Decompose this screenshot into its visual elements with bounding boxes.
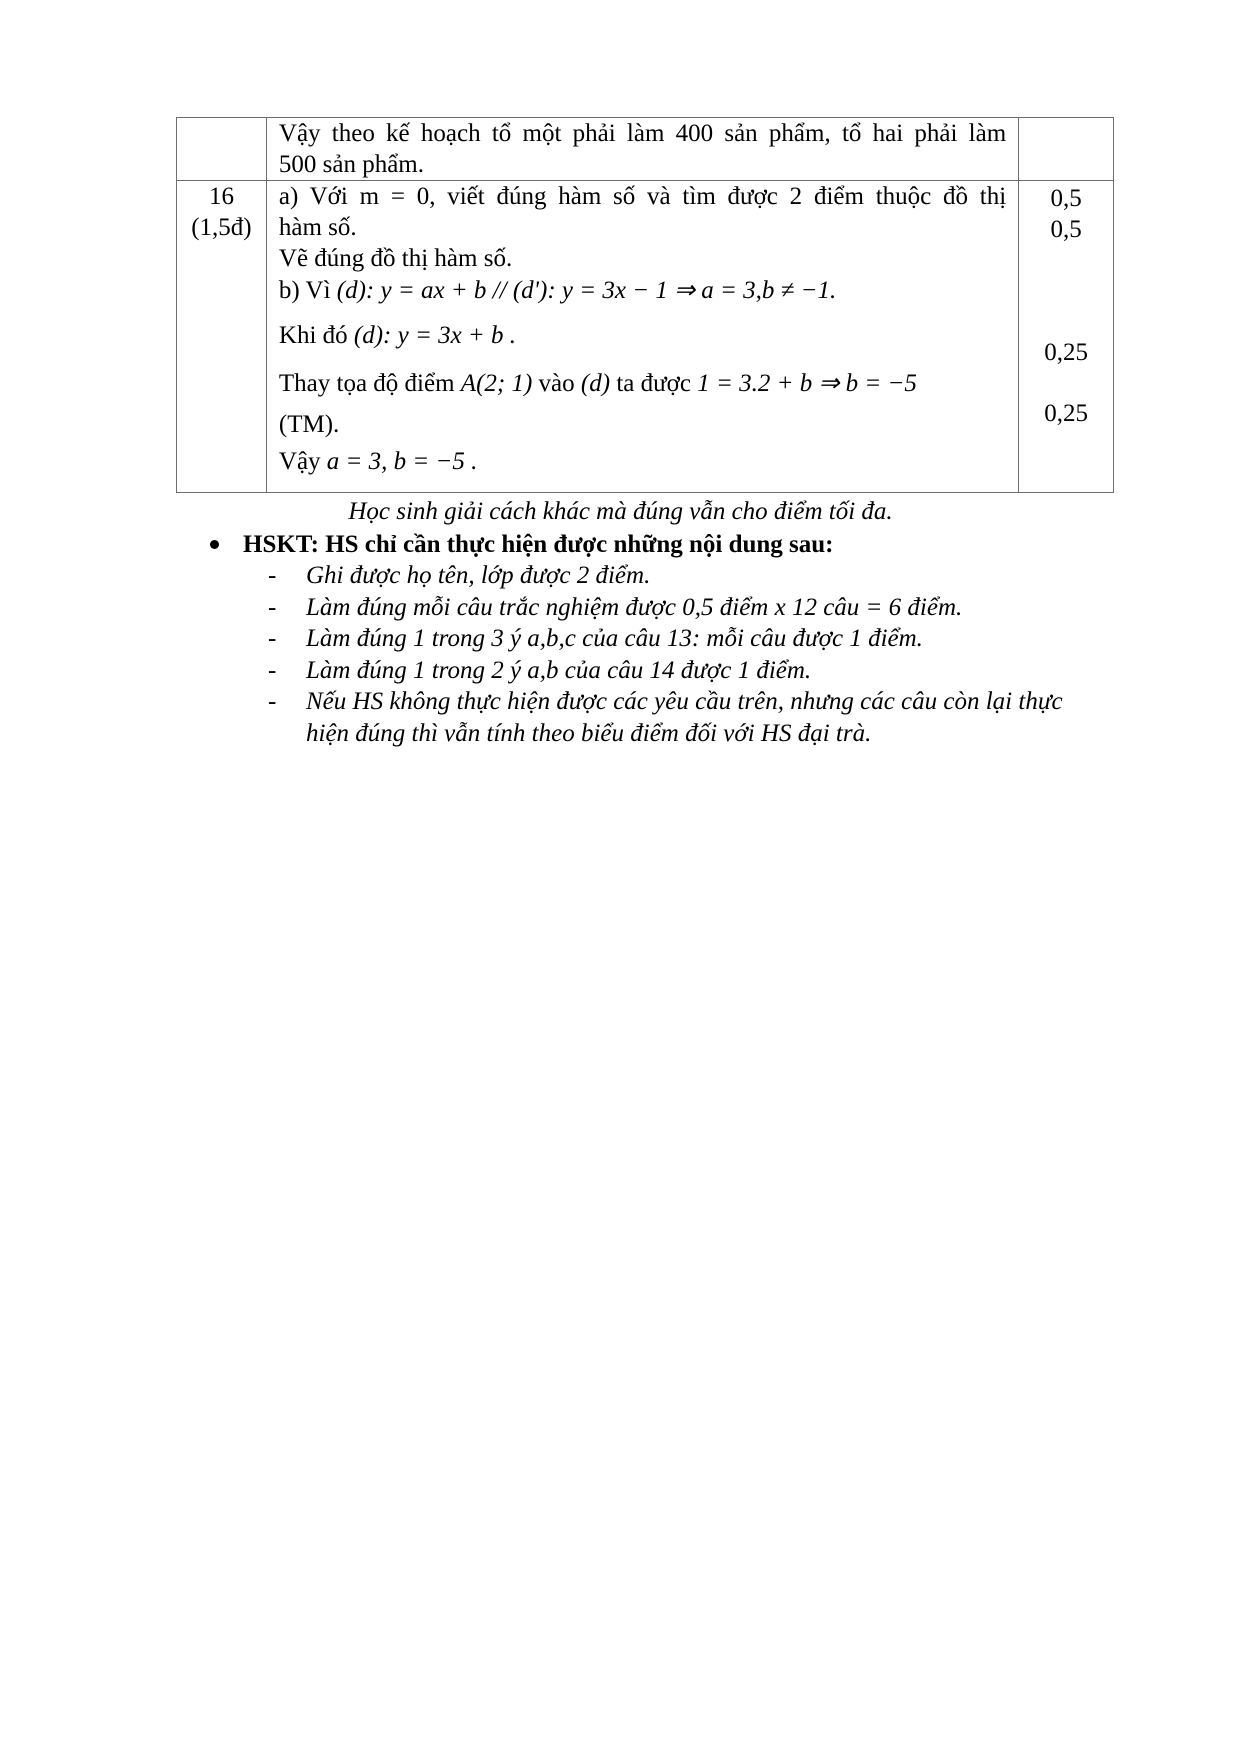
text-fragment: Khi đó (278, 322, 348, 349)
score-value: 0,5 (1050, 216, 1082, 243)
list-item-text: Làm đúng 1 trong 3 ý a,b,c của câu 13: mỗi câu được 1 điểm. (306, 625, 923, 652)
grading-note: Học sinh giải cách khác mà đúng vẫn cho điểm tối đa. (348, 498, 893, 525)
answer-cell (266, 181, 1018, 493)
dash-icon: - (268, 625, 277, 652)
answer-line: 500 sản phẩm. (278, 151, 425, 178)
text-fragment: Vậy (278, 448, 321, 475)
score-cell (1019, 118, 1114, 181)
math-expression: : y = ax + b // (d'): y = 3x − 1 ⇒ a = 3,b ≠ −1. (365, 277, 837, 304)
text-fragment: b) Vì (278, 277, 331, 304)
point-a: A(2; 1) (460, 370, 533, 397)
list-item-text: Nếu HS không thực hiện được các yêu cầu trên, nhưng các câu còn lại thực hiện đúng thì vẫn tính theo biểu điểm đối với HS đại trà. (306, 688, 1063, 747)
text-fragment: Thay tọa độ điểm (278, 370, 455, 397)
score-value: 0,25 (1044, 339, 1088, 366)
hskt-heading-text: HSKT: HS chỉ cần thực hiện được những nội dung sau: (243, 531, 834, 558)
question-number: 16 (208, 183, 234, 210)
d-symbol: (d) (580, 370, 611, 397)
text-fragment: ta được (616, 370, 691, 397)
math-expression: a = 3, b = −5 . (326, 448, 478, 475)
list-item (268, 655, 1098, 687)
table-row (177, 118, 1114, 181)
d-symbol: (d) (353, 322, 384, 349)
math-expression: 1 = 3.2 + b ⇒ b = −5 (697, 370, 917, 397)
question-cell (177, 181, 267, 493)
list-item (268, 686, 1098, 749)
score-value: 0,25 (1044, 400, 1088, 427)
dash-icon: - (268, 688, 277, 715)
answer-line: Vẽ đúng đồ thị hàm số. (278, 245, 513, 272)
list-item (268, 592, 1098, 624)
dash-icon: - (268, 593, 277, 621)
answer-line (279, 274, 1006, 308)
answer-cell (266, 118, 1018, 181)
answer-line: Vậy theo kế hoạch tổ một phải làm 400 sản phẩm, tổ hai phải làm (278, 120, 1007, 147)
answer-line (279, 362, 1006, 406)
dash-icon: - (268, 656, 277, 684)
list-item (268, 560, 1098, 592)
answer-line: a) Với m = 0, viết đúng hàm số và tìm được 2 điểm thuộc đồ thị (278, 183, 1007, 210)
list-item (268, 623, 1098, 655)
bullet-icon (210, 540, 219, 549)
list-item-text: Làm đúng mỗi câu trắc nghiệm được 0,5 điểm x 12 câu = 6 điểm. (306, 593, 963, 621)
answer-line: hàm số. (278, 214, 357, 241)
list-item-text: Ghi được họ tên, lớp được 2 điểm. (306, 562, 651, 589)
hskt-heading (210, 531, 834, 559)
answer-line: (TM). (278, 411, 340, 438)
answer-line (279, 314, 1006, 358)
grading-table (176, 117, 1114, 493)
answer-line (279, 444, 1006, 480)
d-symbol: (d) (336, 277, 366, 304)
table-row (177, 181, 1114, 493)
score-cell (1019, 181, 1114, 493)
question-points: (1,5đ) (191, 214, 252, 241)
dash-icon: - (268, 562, 277, 589)
text-fragment: vào (538, 370, 575, 397)
hskt-requirements-list (268, 560, 1098, 749)
math-expression: : y = 3x + b . (383, 322, 517, 349)
question-cell (177, 118, 267, 181)
list-item-text: Làm đúng 1 trong 2 ý a,b của câu 14 được 1 điểm. (306, 656, 812, 684)
score-value: 0,5 (1050, 185, 1082, 212)
